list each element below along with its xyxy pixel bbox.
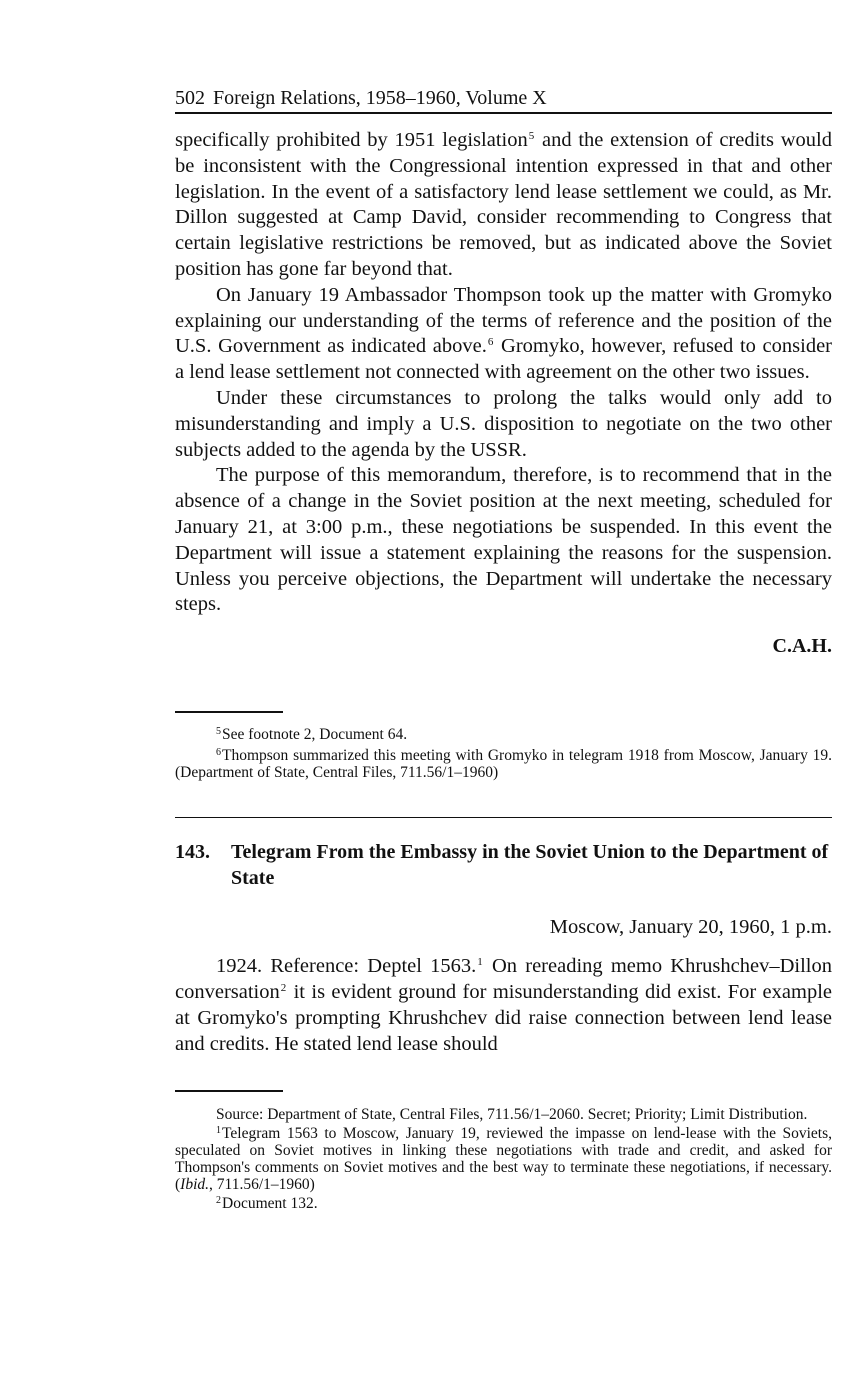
running-head	[175, 85, 832, 114]
running-title: Foreign Relations, 1958–1960, Volume X	[213, 87, 547, 109]
footnote-1: $^1$Telegram 1563 to Moscow, January 19, reviewed the impasse on lend-lease with the Soviets, speculated on Soviet motives in linking these negotiations with trade and credit, and asked for Thompson's comments on Soviet motives and the best way to terminate these negotiations, if necessary. (Ibid., 711.56/1–1960)	[175, 1125, 832, 1194]
document-heading	[175, 839, 832, 891]
footnote-ref-2: 2	[280, 981, 287, 994]
footnote-6: $^6$Thompson summarized this meeting with Gromyko in telegram 1918 from Moscow, January 19. (Department of State, Central Files, 711.56/1–1960)	[175, 747, 832, 782]
telegram-paragraph-1: 1924. Reference: Deptel 1563.$^1$ On rereading memo Khrushchev–Dillon conversation$^2$ it is evident ground for misunderstanding did exist. For example at Gromyko's prompting Khrushchev did raise connection between lend lease and credits. He stated lend lease should	[175, 955, 832, 1055]
page-number: 502	[175, 87, 205, 109]
footnotes-top	[175, 726, 832, 781]
footnote-ref-5: 5	[528, 130, 535, 142]
section-divider	[175, 817, 832, 818]
dateline: Moscow, January 20, 1960, 1 p.m.	[549, 916, 832, 939]
document-title: Telegram From the Embassy in the Soviet Union to the Department of State	[231, 841, 829, 890]
memo-paragraph-2: On January 19 Ambassador Thompson took up the matter with Gromyko explaining our understanding of the terms of reference and the position of the U.S. Government as indicated above.$^6$ Gromyko, however, refused to consider a lend lease settlement not connected with agreement on the other two issues.	[175, 283, 832, 384]
footnotes-bottom	[175, 1106, 832, 1212]
footnote-ref-1: 1	[477, 956, 483, 969]
memo-paragraph-3: Under these circumstances to prolong the talks would only add to misunderstanding and imply a U.S. disposition to negotiate on the two other subjects added to the agenda by the USSR.	[175, 386, 832, 461]
footnote-ref-6: 6	[487, 336, 494, 349]
footnote-divider	[175, 711, 283, 713]
telegram-body	[175, 954, 832, 1057]
memo-paragraph-1: specifically prohibited by 1951 legislation$^5$ and the extension of credits would be inconsistent with the Congressional intention expressed in that and other legislation. In the event of a satisfactory lend lease settlement we could, as Mr. Dillon suggested at Camp David, consider recommending to Congress that certain legislative restrictions be removed, but as indicated above the Soviet position has gone far beyond that.	[175, 129, 832, 280]
memo-body	[175, 128, 832, 618]
footnote-divider-bottom	[175, 1090, 283, 1092]
footnote-5: $^5$See footnote 2, Document 64.	[216, 726, 408, 744]
memo-paragraph-4: The purpose of this memorandum, therefore, is to recommend that in the absence of a change in the Soviet position at the next meeting, scheduled for January 21, at 3:00 p.m., these negotiations be suspended. In this event the Department will issue a statement explaining the reasons for the suspension. Unless you perceive objections, the Department will undertake the necessary steps.	[175, 464, 832, 616]
document-number: 143.	[175, 841, 210, 864]
signature-initials: C.A.H.	[772, 635, 832, 658]
footnote-2: $^2$Document 132.	[216, 1195, 318, 1213]
source-note: Source: Department of State, Central Files, 711.56/1–2060. Secret; Priority; Limit Distribution.	[216, 1106, 808, 1124]
page	[175, 85, 832, 1212]
